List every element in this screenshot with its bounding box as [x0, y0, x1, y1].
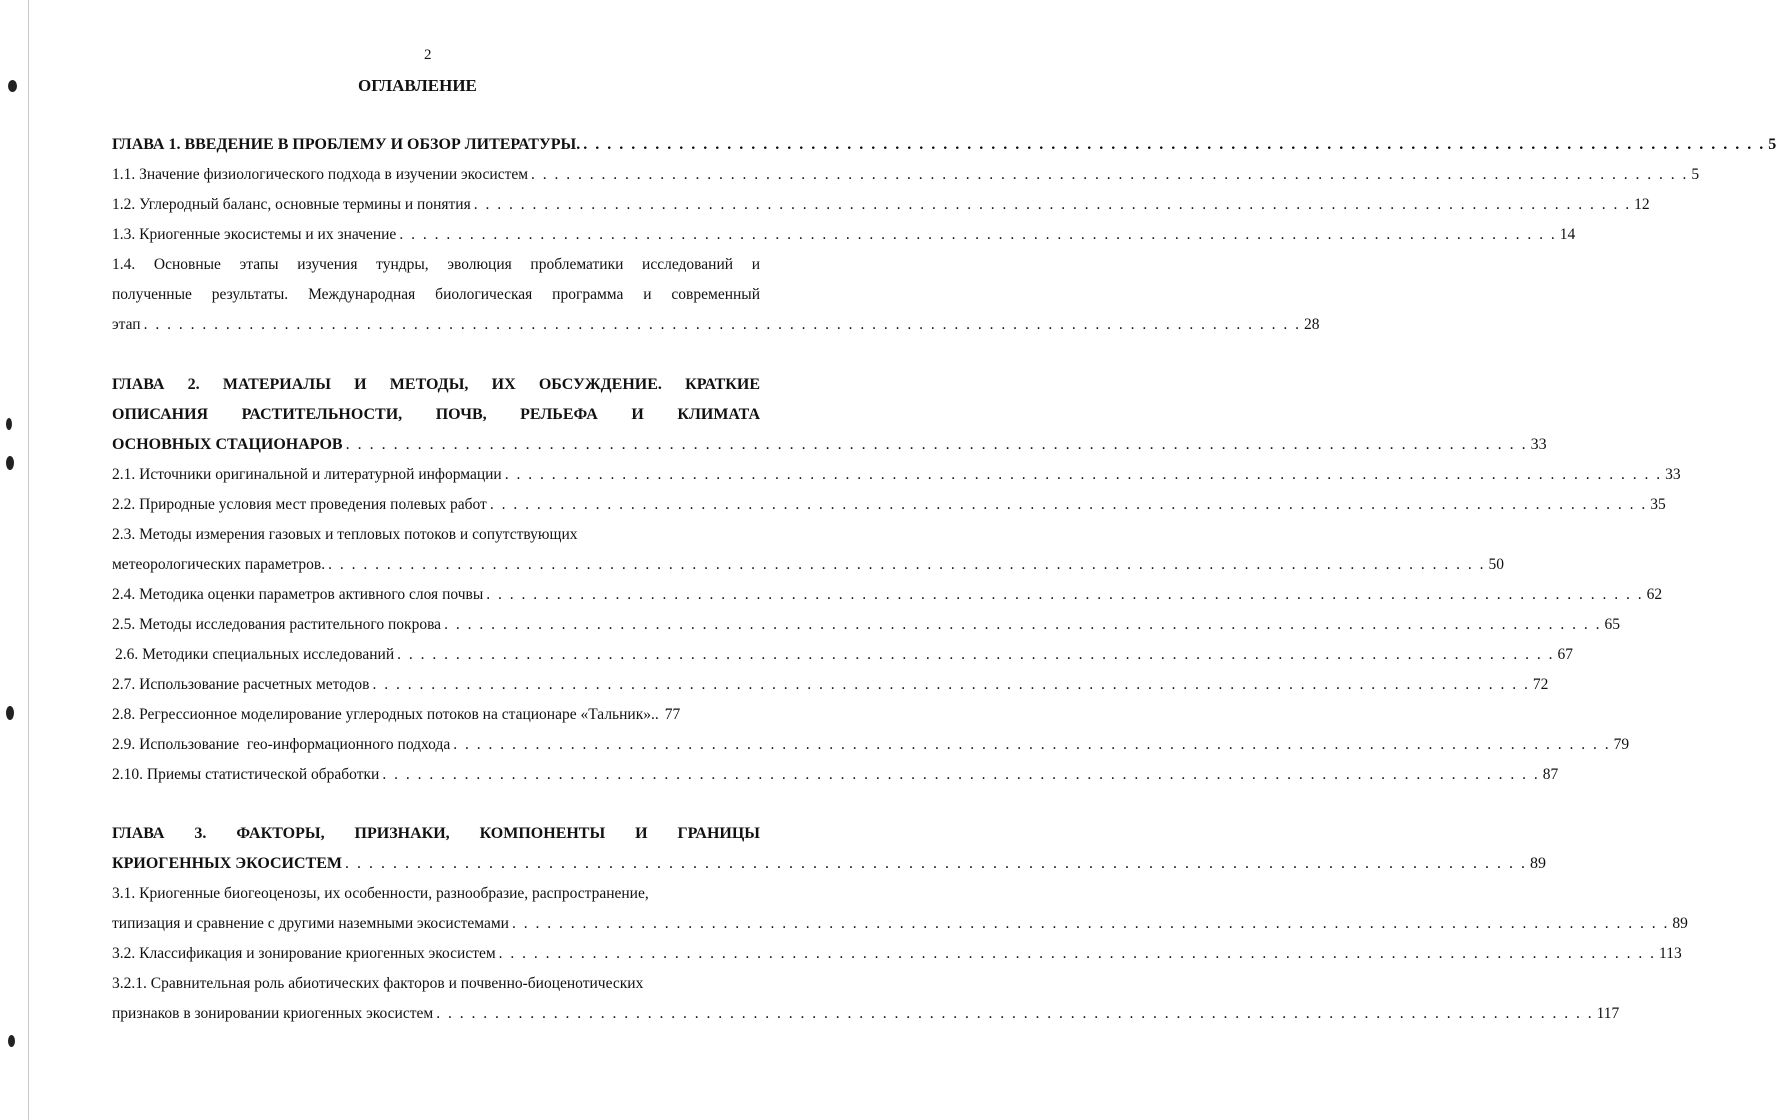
toc-entry-title: метеорологических параметров.	[112, 556, 326, 573]
toc-entry-page: 50	[1488, 556, 1504, 573]
toc-leader: . . . . . . . . . . . . . . . . . . . . . . . . . . . . . . . . . . . . . . . . . . . . . . . . . . . . . . . . . . . . . . . . . . . . . . . . . . . . . . . . . . . . . . . . . . . . . . . . . . .	[143, 316, 1301, 333]
toc-entry-1-2[interactable]	[112, 194, 1650, 216]
toc-entry-title: 2.6. Методики специальных исследований	[115, 646, 395, 663]
toc-leader: . . . . . . . . . . . . . . . . . . . . . . . . . . . . . . . . . . . . . . . . . . . . . . . . . . . . . . . . . . . . . . . . . . . . . . . . . . . . . . . . . . . . . . . . . . . . . . . . . . .	[531, 166, 1689, 183]
toc-entry-page: 87	[1542, 766, 1559, 783]
toc-entry-page: 113	[1659, 945, 1682, 962]
toc-entry-title: 1.1. Значение физиологического подхода в изучении экосистем	[112, 166, 529, 183]
toc-entry-page: 89	[1672, 915, 1688, 932]
toc-leader: . . . . . . . . . . . . . . . . . . . . . . . . . . . . . . . . . . . . . . . . . . . . . . . . . . . . . . . . . . . . . . . . . . . . . . . . . . . . . . . . . . . . . . . . . . . . . . . . . . .	[498, 945, 1657, 962]
toc-leader: . . . . . . . . . . . . . . . . . . . . . . . . . . . . . . . . . . . . . . . . . . . . . . . . . . . . . . . . . . . . . . . . . . . . . . . . . . . . . . . . . . . . . . . . . . . . . . . . . . .	[436, 1005, 1594, 1022]
toc-entry-2-10[interactable]	[112, 764, 1559, 786]
toc-entry-title: ОСНОВНЫХ СТАЦИОНАРОВ	[112, 436, 343, 453]
binding-hole-mark	[8, 1035, 15, 1047]
toc-leader: . . . . . . . . . . . . . . . . . . . . . . . . . . . . . . . . . . . . . . . . . . . . . . . . . . . . . . . . . . . . . . . . . . . . . . . . . . . . . . . . . . . . . . . . . . . . . . . . . . .	[328, 556, 1486, 573]
toc-leader: . . . . . . . . . . . . . . . . . . . . . . . . . . . . . . . . . . . . . . . . . . . . . . . . . . . . . . . . . . . . . . . . . . . . . . . . . . . . . . . . . . . . . . . . . . . . . . . . . . .	[473, 196, 1632, 213]
toc-leader: . . . . . . . . . . . . . . . . . . . . . . . . . . . . . . . . . . . . . . . . . . . . . . . . . . . . . . . . . . . . . . . . . . . . . . . . . . . . . . . . . . . . . . . . . . . . . . . . . . .	[486, 586, 1644, 603]
toc-entry-chapter-1[interactable]	[112, 134, 1776, 156]
toc-entry-chapter-2-line-2[interactable]: ОПИСАНИЯ РАСТИТЕЛЬНОСТИ, ПОЧВ, РЕЛЬЕФА И КЛИМАТА	[112, 406, 760, 423]
page-edge-shadow	[28, 0, 29, 1120]
toc-entry-title: 2.10. Приемы статистической обработки	[112, 766, 380, 783]
toc-leader: . . . . . . . . . . . . . . . . . . . . . . . . . . . . . . . . . . . . . . . . . . . . . . . . . . . . . . . . . . . . . . . . . . . . . . . . . . . . . . . . . . . . . . . . . . . . . . . . . . .	[344, 855, 1527, 872]
toc-entry-page: 35	[1650, 496, 1666, 513]
toc-entry-2-5[interactable]	[112, 614, 1620, 636]
toc-entry-3-2[interactable]	[112, 943, 1682, 965]
toc-entry-title: 2.9. Использование гео-информационного подхода	[112, 736, 451, 753]
toc-leader: . . . . . . . . . . . . . . . . . . . . . . . . . . . . . . . . . . . . . . . . . . . . . . . . . . . . . . . . . . . . . . . . . . . . . . . . . . . . . . . . . . . . . . . . . . . . . . . . . . .	[583, 136, 1766, 153]
toc-entry-page: 62	[1646, 586, 1663, 603]
toc-entry-1-4-line-3[interactable]	[112, 314, 1320, 336]
toc-entry-title: типизация и сравнение с другими наземными экосистемами	[112, 915, 509, 932]
toc-entry-2-2[interactable]	[112, 494, 1666, 516]
toc-entry-page: 67	[1557, 646, 1573, 663]
toc-entry-title: 1.2. Углеродный баланс, основные термины и понятия	[112, 196, 471, 213]
toc-entry-3-1-line-1[interactable]: 3.1. Криогенные биогеоценозы, их особенности, разнообразие, распространение,	[112, 885, 649, 902]
toc-leader: . . . . . . . . . . . . . . . . . . . . . . . . . . . . . . . . . . . . . . . . . . . . . . . . . . . . . . . . . . . . . . . . . . . . . . . . . . . . . . . . . . . . . . . . . . . . . . . . . . .	[382, 766, 1540, 783]
toc-leader: . . . . . . . . . . . . . . . . . . . . . . . . . . . . . . . . . . . . . . . . . . . . . . . . . . . . . . . . . . . . . . . . . . . . . . . . . . . . . . . . . . . . . . . . . . . . . . . . . . .	[511, 915, 1670, 932]
toc-entry-title: 2.1. Источники оригинальной и литературной информации	[112, 466, 502, 483]
toc-entry-2-3-line-1[interactable]: 2.3. Методы измерения газовых и тепловых потоков и сопутствующих	[112, 526, 578, 543]
toc-entry-1-4-line-2[interactable]: полученные результаты. Международная биологическая программа и современный	[112, 286, 760, 303]
toc-leader: . . . . . . . . . . . . . . . . . . . . . . . . . . . . . . . . . . . . . . . . . . . . . . . . . . . . . . . . . . . . . . . . . . . . . . . . . . . . . . . . . . . . . . . . . . . . . . . . . . .	[345, 436, 1528, 453]
page-number: 2	[424, 47, 432, 63]
toc-leader: . . . . . . . . . . . . . . . . . . . . . . . . . . . . . . . . . . . . . . . . . . . . . . . . . . . . . . . . . . . . . . . . . . . . . . . . . . . . . . . . . . . . . . . . . . . . . . . . . . .	[399, 226, 1557, 243]
toc-entry-2-7[interactable]	[112, 674, 1549, 696]
binding-hole-mark	[6, 706, 14, 720]
toc-entry-page: 72	[1532, 676, 1549, 693]
toc-entry-2-1[interactable]	[112, 464, 1681, 486]
toc-leader: . . . . . . . . . . . . . . . . . . . . . . . . . . . . . . . . . . . . . . . . . . . . . . . . . . . . . . . . . . . . . . . . . . . . . . . . . . . . . . . . . . . . . . . . . . . . . . . . . . .	[504, 466, 1663, 483]
toc-entry-title: 2.2. Природные условия мест проведения полевых работ	[112, 496, 487, 513]
toc-leader: . . . . . . . . . . . . . . . . . . . . . . . . . . . . . . . . . . . . . . . . . . . . . . . . . . . . . . . . . . . . . . . . . . . . . . . . . . . . . . . . . . . . . . . . . . . . . . . . . . .	[397, 646, 1555, 663]
toc-entry-title: 2.8. Регрессионное моделирование углеродных потоков на стационаре «Тальник».	[112, 706, 655, 723]
toc-entry-page: 5	[1768, 136, 1776, 153]
toc-entry-page: 33	[1665, 466, 1681, 483]
toc-entry-3-2-1-line-1[interactable]: 3.2.1. Сравнительная роль абиотических факторов и почвенно-биоценотических	[112, 975, 644, 992]
toc-entry-2-6[interactable]	[115, 644, 1573, 666]
toc-entry-2-9[interactable]	[112, 734, 1630, 756]
toc-entry-title: признаков в зонировании криогенных экосистем	[112, 1005, 434, 1022]
toc-entry-2-3-line-2[interactable]	[112, 554, 1504, 576]
toc-entry-page: 5	[1691, 166, 1700, 183]
binding-hole-mark	[8, 80, 17, 92]
toc-entry-chapter-2-line-1[interactable]: ГЛАВА 2. МАТЕРИАЛЫ И МЕТОДЫ, ИХ ОБСУЖДЕНИЕ. КРАТКИЕ	[112, 376, 760, 393]
toc-entry-title: этап	[112, 316, 141, 333]
toc-entry-1-1[interactable]	[112, 164, 1700, 186]
toc-entry-2-8[interactable]	[112, 704, 758, 726]
toc-entry-page: 79	[1613, 736, 1630, 753]
toc-leader: . . . . . . . . . . . . . . . . . . . . . . . . . . . . . . . . . . . . . . . . . . . . . . . . . . . . . . . . . . . . . . . . . . . . . . . . . . . . . . . . . . . . . . . . . . . . . . . . . . .	[372, 676, 1530, 693]
toc-entry-3-2-1-line-2[interactable]	[112, 1003, 1620, 1025]
toc-leader: . . . . . . . . . . . . . . . . . . . . . . . . . . . . . . . . . . . . . . . . . . . . . . . . . . . . . . . . . . . . . . . . . . . . . . . . . . . . . . . . . . . . . . . . . . . . . . . . . . .	[444, 616, 1602, 633]
page-title: ОГЛАВЛЕНИЕ	[358, 76, 477, 95]
toc-entry-title: КРИОГЕННЫХ ЭКОСИСТЕМ	[112, 855, 342, 872]
toc-entry-page: 77	[664, 706, 681, 723]
toc-entry-chapter-2-line-3[interactable]	[112, 434, 1547, 456]
toc-entry-title: 2.5. Методы исследования растительного покрова	[112, 616, 442, 633]
toc-entry-title: 1.3. Криогенные экосистемы и их значение	[112, 226, 397, 243]
toc-leader: . . . . . . . . . . . . . . . . . . . . . . . . . . . . . . . . . . . . . . . . . . . . . . . . . . . . . . . . . . . . . . . . . . . . . . . . . . . . . . . . . . . . . . . . . . . . . . . . . . .	[489, 496, 1648, 513]
toc-entry-page: 28	[1303, 316, 1320, 333]
toc-leader: . . . . . . . . . . . . . . . . . . . . . . . . . . . . . . . . . . . . . . . . . . . . . . . . . . . . . . . . . . . . . . . . . . . . . . . . . . . . . . . . . . . . . . . . . . . . . . . . . . .	[453, 736, 1611, 753]
toc-entry-page: 12	[1634, 196, 1650, 213]
toc-entry-chapter-3-line-2[interactable]	[112, 853, 1546, 875]
toc-entry-title: 2.7. Использование расчетных методов	[112, 676, 370, 693]
binding-hole-mark	[6, 418, 12, 430]
toc-entry-title: ГЛАВА 1. ВВЕДЕНИЕ В ПРОБЛЕМУ И ОБЗОР ЛИТЕРАТУРЫ.	[112, 136, 581, 153]
toc-entry-1-3[interactable]	[112, 224, 1576, 246]
toc-entry-page: 65	[1604, 616, 1620, 633]
toc-entry-page: 89	[1529, 855, 1546, 872]
toc-entry-1-4-line-1[interactable]: 1.4. Основные этапы изучения тундры, эволюция проблематики исследований и	[112, 256, 760, 273]
toc-entry-page: 117	[1596, 1005, 1620, 1022]
toc-entry-title: 2.4. Методика оценки параметров активного слоя почвы	[112, 586, 484, 603]
toc-entry-chapter-3-line-1[interactable]: ГЛАВА 3. ФАКТОРЫ, ПРИЗНАКИ, КОМПОНЕНТЫ И ГРАНИЦЫ	[112, 825, 760, 842]
toc-leader: .	[654, 706, 661, 723]
toc-entry-2-4[interactable]	[112, 584, 1663, 606]
toc-entry-3-1-line-2[interactable]	[112, 913, 1688, 935]
binding-hole-mark	[6, 456, 14, 470]
toc-entry-page: 33	[1530, 436, 1547, 453]
toc-entry-page: 14	[1559, 226, 1576, 243]
toc-entry-title: 3.2. Классификация и зонирование криогенных экосистем	[112, 945, 496, 962]
